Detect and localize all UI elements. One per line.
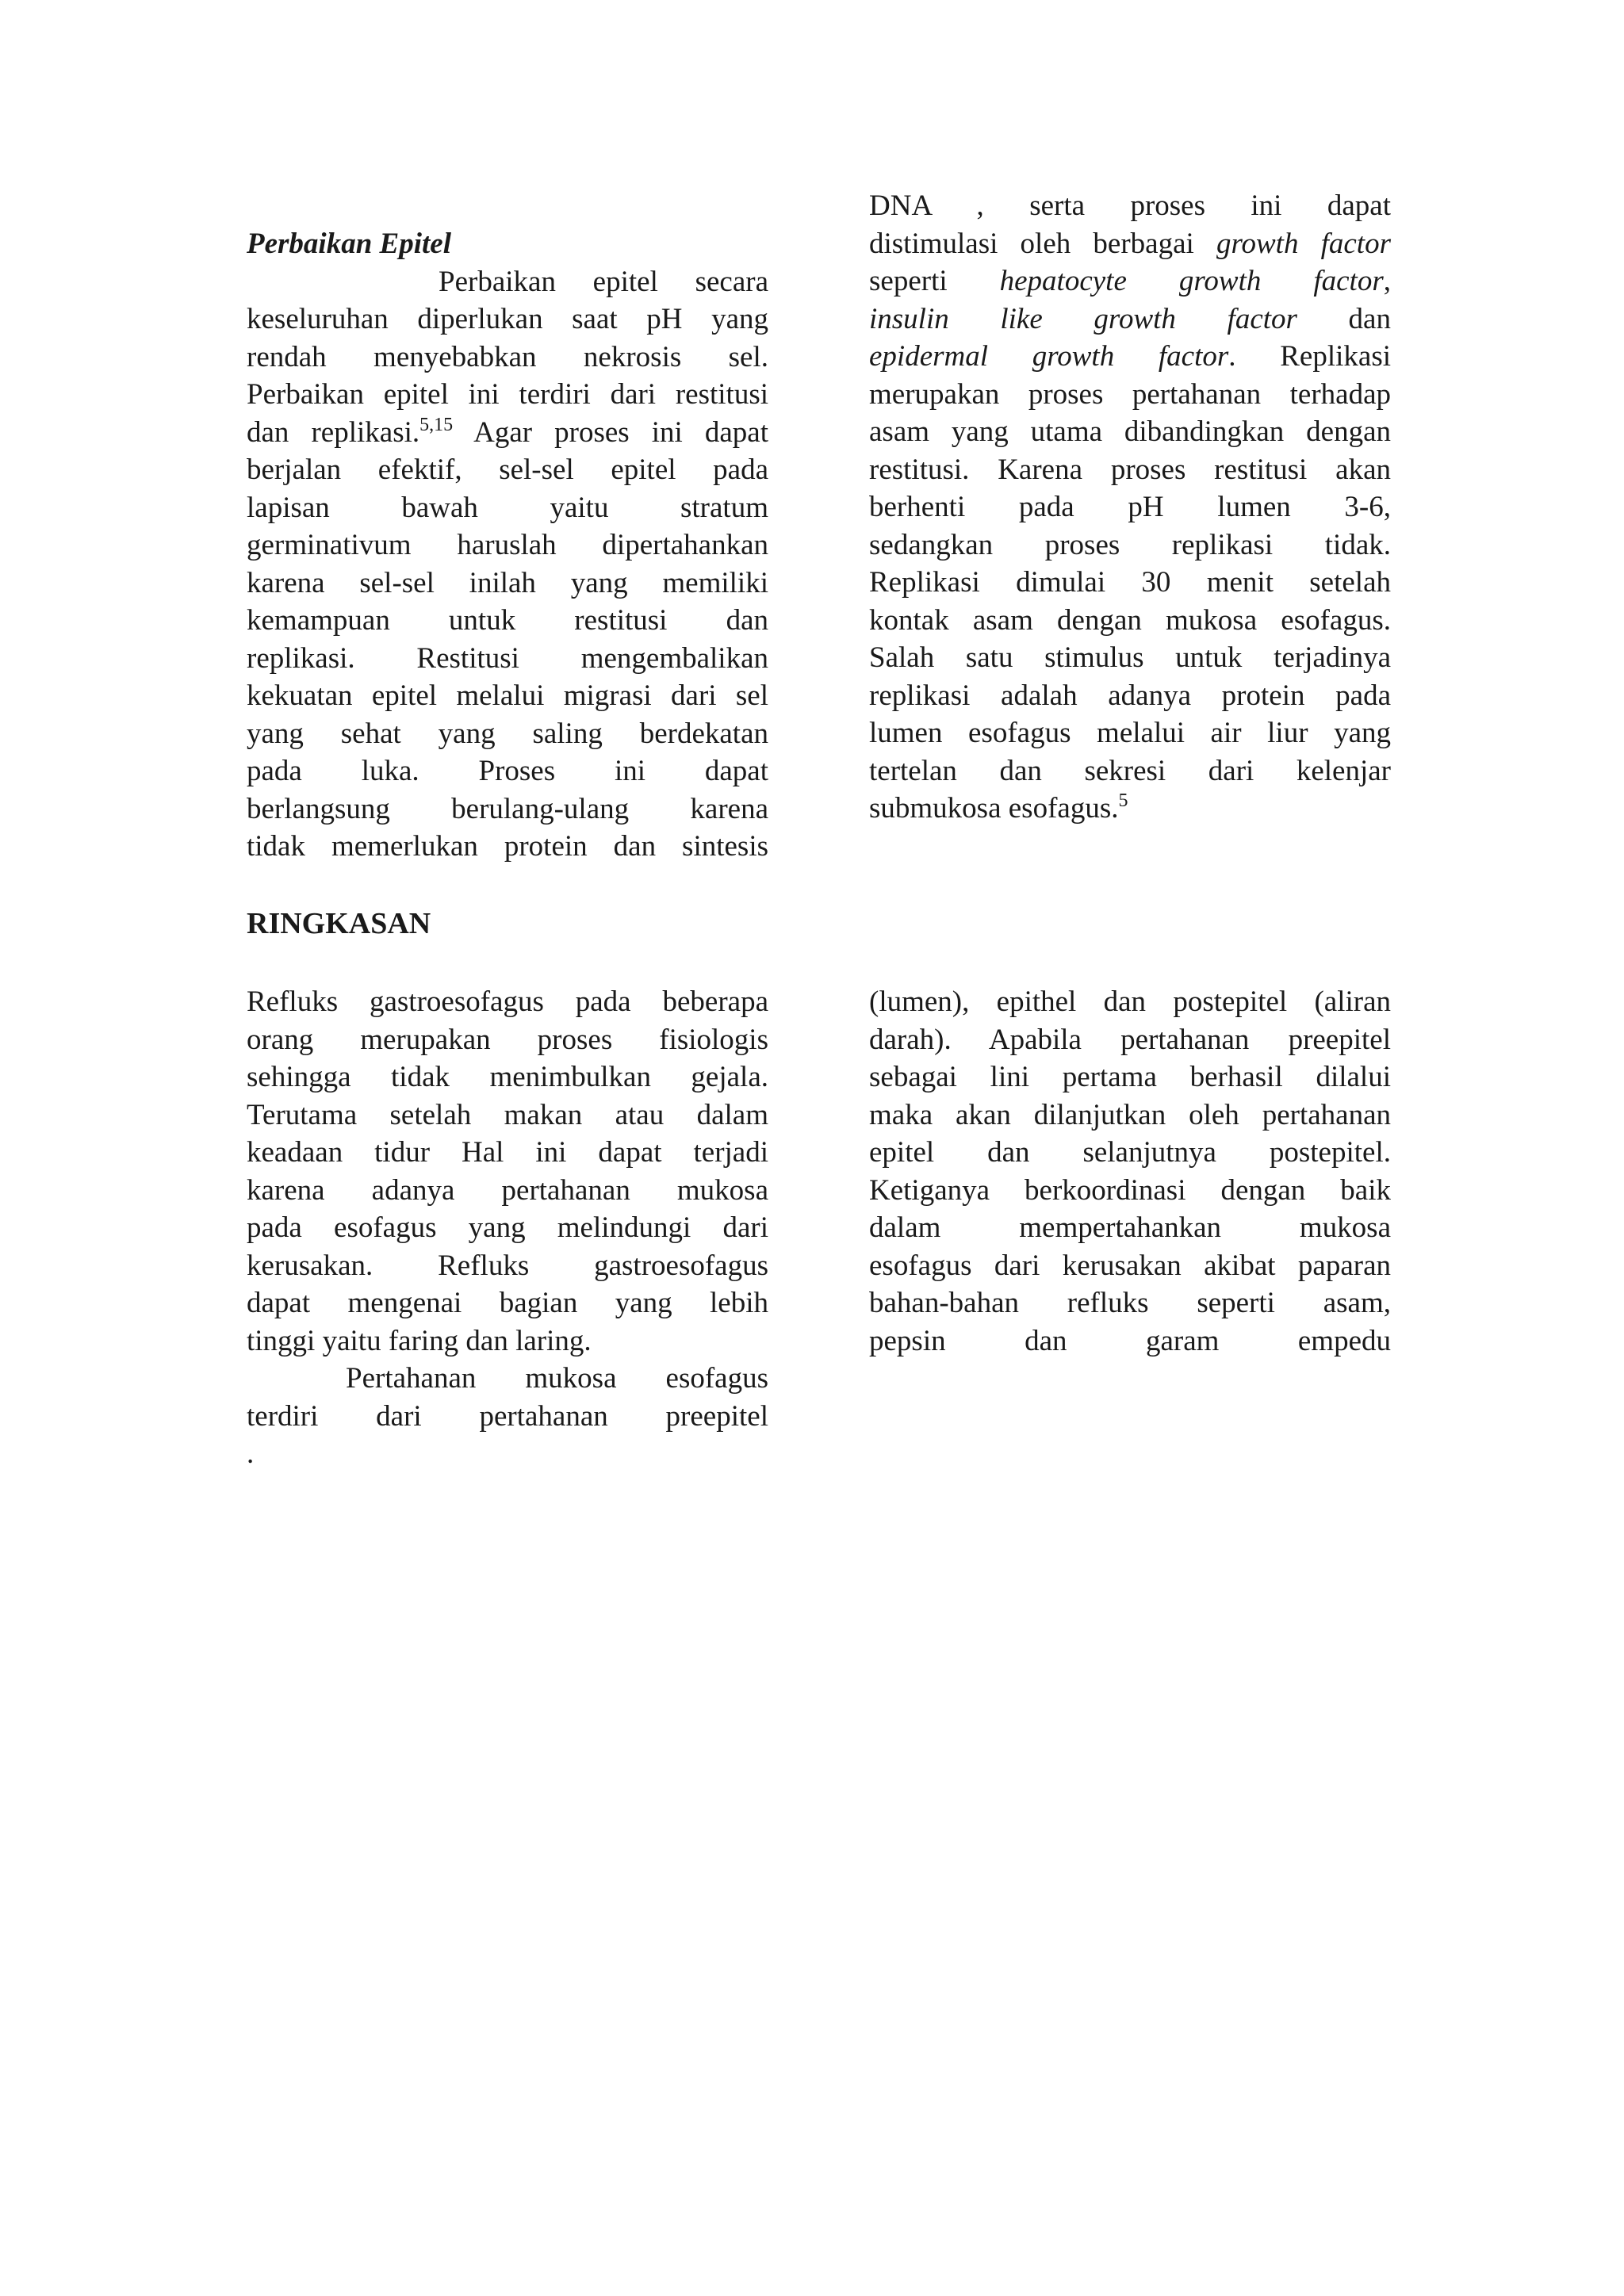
text-line: sedangkan proses replikasi tidak. [869, 528, 1391, 561]
text-line [869, 338, 1391, 376]
text-line: sehingga tidak menimbulkan gejala. [247, 1061, 768, 1093]
text-line: epitel dan selanjutnya postepitel. [869, 1136, 1391, 1169]
text-fragment: distimulasi oleh berbagai [869, 227, 1216, 260]
text-line: sebagai lini pertama berhasil dilalui [869, 1061, 1391, 1093]
text-line: merupakan proses pertahanan terhadap [869, 377, 1391, 411]
text-line: darah). Apabila pertahanan preepitel [869, 1023, 1391, 1056]
text-fragment: dan replikasi. [247, 415, 420, 449]
text-line: karena adanya pertahanan mukosa [247, 1173, 768, 1207]
italic-term: hepatocyte growth factor [999, 265, 1384, 297]
text-line: kekuatan epitel melalui migrasi dari sel [247, 679, 768, 712]
text-fragment: seperti [869, 265, 1000, 297]
text-line: (lumen), epithel dan postepitel (aliran [869, 985, 1391, 1018]
citation-superscript: 5,15 [419, 414, 454, 435]
text-line: esofagus dari kerusakan akibat paparan [869, 1249, 1391, 1282]
text-line: yang sehat yang saling berdekatan [247, 717, 768, 750]
text-line: rendah menyebabkan nekrosis sel. [247, 340, 768, 373]
text-line: Ketiganya berkoordinasi dengan baik [869, 1173, 1391, 1207]
text-line: Pertahanan mukosa esofagus [346, 1362, 768, 1395]
text-line [869, 225, 1391, 263]
text-line: replikasi adalah adanya protein pada [869, 679, 1391, 712]
italic-term: insulin like growth factor [869, 302, 1297, 335]
text-line: kontak asam dengan mukosa esofagus. [869, 603, 1391, 637]
text-line: germinativum haruslah dipertahankan [247, 529, 768, 561]
text-line: kerusakan. Refluks gastroesofagus [247, 1249, 768, 1282]
text-line [869, 790, 1391, 828]
text-line: berjalan efektif, sel-sel epitel pada [247, 453, 768, 486]
text-line: pepsin dan garam empedu [869, 1324, 1391, 1357]
text-line [869, 300, 1391, 339]
text-line: lapisan bawah yaitu stratum [247, 491, 768, 524]
top-left-column [247, 225, 768, 866]
text-line: keseluruhan diperlukan saat pH yang [247, 303, 768, 335]
text-line: berhenti pada pH lumen 3-6, [869, 491, 1391, 523]
italic-term: growth factor [1216, 227, 1391, 260]
bottom-left-column [247, 983, 768, 1473]
text-line: berlangsung berulang-ulang karena [247, 792, 768, 825]
text-line: tinggi yaitu faring dan laring. [247, 1324, 592, 1357]
text-fragment: dan [1297, 302, 1391, 335]
text-line: tertelan dan sekresi dari kelenjar [869, 754, 1391, 787]
text-line: DNA , serta proses ini dapat [869, 189, 1391, 222]
text-line: Perbaikan epitel secara [439, 265, 768, 298]
section-heading: RINGKASAN [247, 907, 431, 940]
text-line: restitusi. Karena proses restitusi akan [869, 453, 1391, 486]
text-line: terdiri dari pertahanan preepitel [247, 1399, 768, 1433]
text-line: lumen esofagus melalui air liur yang [869, 717, 1391, 749]
bottom-right-column [869, 983, 1391, 1360]
text-line: bahan-bahan refluks seperti asam, [869, 1287, 1391, 1319]
text-fragment: , [1383, 265, 1391, 297]
text-line: Terutama setelah makan atau dalam [247, 1098, 768, 1131]
text-line: . [247, 1437, 255, 1470]
text-line: maka akan dilanjutkan oleh pertahanan [869, 1098, 1391, 1131]
text-line: kemampuan untuk restitusi dan [247, 604, 768, 637]
text-line: Salah satu stimulus untuk terjadinya [869, 641, 1391, 674]
text-fragment: Agar proses ini dapat [453, 415, 769, 449]
text-line: pada luka. Proses ini dapat [247, 755, 768, 787]
italic-term: epidermal growth factor [869, 340, 1229, 373]
text-fragment: submukosa esofagus. [869, 792, 1119, 825]
text-line: karena sel-sel inilah yang memiliki [247, 566, 768, 599]
top-right-column [869, 187, 1391, 828]
text-line: keadaan tidur Hal ini dapat terjadi [247, 1136, 768, 1169]
text-line [869, 262, 1391, 300]
text-fragment: . Replikasi [1228, 340, 1392, 373]
text-line: Refluks gastroesofagus pada beberapa [247, 985, 768, 1018]
text-line: Perbaikan epitel ini terdiri dari restitusi [247, 378, 768, 411]
text-line: dapat mengenai bagian yang lebih [247, 1287, 768, 1319]
text-line: orang merupakan proses fisiologis [247, 1023, 768, 1056]
subsection-heading: Perbaikan Epitel [247, 228, 451, 260]
text-line [247, 414, 768, 452]
text-line: tidak memerlukan protein dan sintesis [247, 830, 768, 863]
text-line: dalam mempertahankan mukosa [869, 1211, 1391, 1244]
text-line: Replikasi dimulai 30 menit setelah [869, 566, 1391, 599]
citation-superscript: 5 [1118, 790, 1128, 811]
text-line: pada esofagus yang melindungi dari [247, 1211, 768, 1244]
text-line: asam yang utama dibandingkan dengan [869, 415, 1391, 448]
text-line: replikasi. Restitusi mengembalikan [247, 641, 768, 675]
